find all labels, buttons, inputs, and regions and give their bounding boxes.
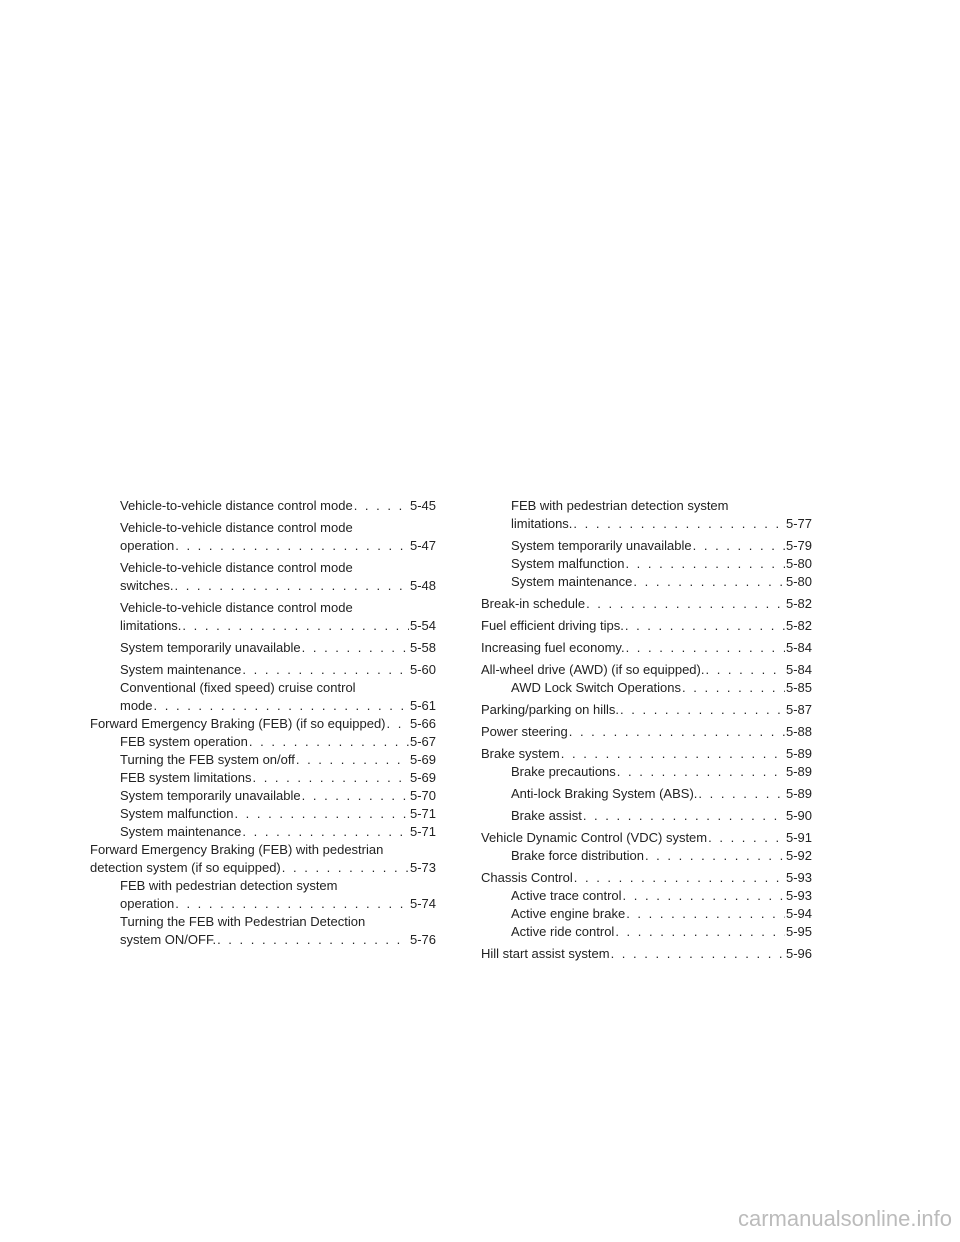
dot-leader [561,745,785,763]
dot-leader [615,923,785,941]
toc-entry[interactable] [481,887,812,905]
toc-entry-title: FEB system operation [120,734,248,749]
toc-entry-line [120,823,436,841]
toc-entry-line [511,679,812,697]
toc-entry-title: Active trace control [511,888,622,903]
toc-entry[interactable] [481,497,812,533]
toc-column-right [481,497,812,963]
toc-entry-page: 5-47 [409,538,436,553]
toc-entry-title: System temporarily unavailable [120,788,301,803]
toc-entry[interactable] [481,701,812,719]
toc-entry-title: Chassis Control [481,870,573,885]
toc-entry-line [481,869,812,887]
toc-entry-line [481,595,812,613]
toc-entry-title: operation [120,538,175,553]
toc-entry-page: 5-54 [409,618,436,633]
toc-entry-title-line: Vehicle-to-vehicle distance control mode [120,560,353,575]
dot-leader [623,887,785,905]
toc-entry-page: 5-84 [785,640,812,655]
dot-leader [698,785,785,803]
toc-entry-title: operation [120,896,175,911]
toc-entry-title-line: Vehicle-to-vehicle distance control mode [120,520,353,535]
toc-entry-line [481,945,812,963]
toc-entry-title: System maintenance [120,662,242,677]
toc-entry-line [511,785,812,803]
toc-entry-title: Brake system [481,746,560,761]
toc-entry-page: 5-95 [785,924,812,939]
toc-entry-title-line: FEB with pedestrian detection system [511,498,729,513]
dot-leader [282,859,409,877]
toc-entry[interactable] [481,679,812,697]
toc-entry-page: 5-45 [409,498,436,513]
dot-leader [217,931,409,949]
toc-entry-page: 5-89 [785,746,812,761]
toc-entry-title: Active engine brake [511,906,626,921]
toc-entry[interactable] [90,913,436,949]
toc-entry[interactable] [90,599,436,635]
toc-entry-title: Turning the FEB system on/off [120,752,295,767]
toc-entry[interactable] [481,745,812,763]
toc-entry-line [120,537,436,555]
toc-entry-title: Parking/parking on hills. [481,702,620,717]
toc-entry-title: System maintenance [120,824,242,839]
toc-entry-page: 5-73 [409,860,436,875]
toc-entry-page: 5-82 [785,618,812,633]
dot-leader [617,763,785,781]
toc-entry-line [120,697,436,715]
toc-entry[interactable] [90,497,436,515]
toc-entry[interactable] [481,923,812,941]
toc-entry-line [511,807,812,825]
toc-entry-line [120,787,436,805]
toc-entry-title: Break-in schedule [481,596,586,611]
toc-entry-title: Forward Emergency Braking (FEB) (if so equipped) [90,716,386,731]
toc-entry[interactable] [481,595,812,613]
toc-entry-page: 5-80 [785,574,812,589]
toc-entry-line [120,497,436,515]
toc-entry-page: 5-94 [785,906,812,921]
toc-entry-page: 5-90 [785,808,812,823]
toc-entry-title: FEB system limitations [120,770,252,785]
toc-entry-page: 5-85 [785,680,812,695]
toc-entry-page: 5-91 [785,830,812,845]
dot-leader [625,617,785,635]
toc-entry-line [511,887,812,905]
toc-entry[interactable] [481,723,812,741]
toc-entry-page: 5-93 [785,870,812,885]
toc-entry-line [120,751,436,769]
dot-leader [573,515,785,533]
toc-entry[interactable] [90,823,436,841]
toc-entry-line [120,733,436,751]
toc-entry-title: System malfunction [120,806,234,821]
toc-entry[interactable] [481,785,812,803]
toc-entry-title: All-wheel drive (AWD) (if so equipped). [481,662,705,677]
dot-leader [626,639,785,657]
toc-entry[interactable] [481,661,812,679]
toc-entry-page: 5-80 [785,556,812,571]
toc-column-left [90,497,436,949]
toc-entry-title: System temporarily unavailable [511,538,692,553]
dot-leader [302,639,409,657]
dot-leader [354,497,409,515]
dot-leader [252,769,408,787]
toc-entry[interactable] [90,841,436,877]
toc-entry-line [511,847,812,865]
toc-entry-page: 5-66 [409,716,436,731]
toc-entry-page: 5-70 [409,788,436,803]
toc-entry-title: Brake assist [511,808,582,823]
dot-leader [705,661,784,679]
toc-entry-line [511,537,812,555]
toc-entry-page: 5-67 [409,734,436,749]
toc-entry[interactable] [481,905,812,923]
toc-entry-page: 5-89 [785,764,812,779]
toc-entry-title: switches. [120,578,174,593]
dot-leader [574,869,785,887]
toc-entry-title: Anti-lock Braking System (ABS). [511,786,698,801]
toc-entry-line [481,829,812,847]
toc-entry-line [511,763,812,781]
toc-entry-page: 5-88 [785,724,812,739]
dot-leader [625,555,785,573]
toc-entry-line [481,661,812,679]
toc-entry-page: 5-71 [409,806,436,821]
dot-leader [682,679,785,697]
toc-entry[interactable] [90,877,436,913]
toc-entry-title: Power steering [481,724,568,739]
toc-entry-line [120,931,436,949]
watermark: carmanualsonline.info [737,1206,952,1231]
toc-entry-line [120,617,436,635]
toc-entry-title-line: FEB with pedestrian detection system [120,878,338,893]
dot-leader [693,537,785,555]
toc-entry[interactable] [90,679,436,715]
toc-entry[interactable] [481,869,812,887]
toc-entry-title: Brake force distribution [511,848,644,863]
dot-leader [175,895,409,913]
toc-entry[interactable] [90,639,436,657]
toc-entry-title: mode [120,698,153,713]
toc-entry-page: 5-74 [409,896,436,911]
toc-entry[interactable] [90,661,436,679]
toc-entry-page: 5-69 [409,752,436,767]
toc-entry-line [481,639,812,657]
dot-leader [242,823,409,841]
toc-entry-page: 5-89 [785,786,812,801]
toc-entry-page: 5-71 [409,824,436,839]
toc-entry-line [481,745,812,763]
toc-entry-title: Brake precautions [511,764,616,779]
toc-entry-line [481,617,812,635]
toc-entry-line [120,661,436,679]
toc-entry-page: 5-76 [409,932,436,947]
toc-entry-line [120,639,436,657]
dot-leader [626,905,785,923]
toc-entry[interactable] [90,805,436,823]
toc-entry-line [120,577,436,595]
toc-entry-line [90,715,436,733]
toc-entry-line [120,769,436,787]
toc-entry-title-line: Forward Emergency Braking (FEB) with pedestrian [90,842,384,857]
toc-entry-title: Hill start assist system [481,946,610,961]
dot-leader [586,595,785,613]
dot-leader [174,577,409,595]
toc-entry-title: System temporarily unavailable [120,640,301,655]
toc-entry-line [120,895,436,913]
toc-entry-page: 5-92 [785,848,812,863]
toc-entry[interactable] [90,769,436,787]
toc-entry[interactable] [481,555,812,573]
dot-leader [234,805,409,823]
toc-entry-page: 5-61 [409,698,436,713]
toc-entry-page: 5-93 [785,888,812,903]
toc-entry[interactable] [90,519,436,555]
toc-entry[interactable] [90,787,436,805]
toc-entry-title: Fuel efficient driving tips. [481,618,624,633]
toc-entry-title: limitations. [120,618,182,633]
toc-entry-title: Vehicle Dynamic Control (VDC) system [481,830,708,845]
toc-entry[interactable] [481,537,812,555]
toc-entry-line [511,573,812,591]
toc-entry-page: 5-84 [785,662,812,677]
toc-entry-page: 5-79 [785,538,812,553]
toc-entry-line [511,555,812,573]
toc-entry-page: 5-82 [785,596,812,611]
toc-entry-page: 5-69 [409,770,436,785]
toc-entry-line [511,923,812,941]
toc-entry-line [120,805,436,823]
toc-entry-line [511,515,812,533]
toc-entry[interactable] [481,763,812,781]
dot-leader [569,723,785,741]
toc-entry-page: 5-77 [785,516,812,531]
dot-leader [583,807,785,825]
toc-entry[interactable] [90,559,436,595]
toc-entry-line [511,905,812,923]
toc-entry[interactable] [481,639,812,657]
toc-entry[interactable] [90,751,436,769]
toc-entry-title: System malfunction [511,556,625,571]
dot-leader [182,617,409,635]
toc-entry-title: System maintenance [511,574,633,589]
dot-leader [633,573,785,591]
dot-leader [175,537,409,555]
dot-leader [611,945,785,963]
toc-entry-title-line: Conventional (fixed speed) cruise control [120,680,356,695]
toc-entry-page: 5-96 [785,946,812,961]
toc-entry-title-line: Turning the FEB with Pedestrian Detection [120,914,366,929]
dot-leader [708,829,785,847]
toc-entry-title: Active ride control [511,924,615,939]
toc-entry[interactable] [481,829,812,847]
toc-entry-title: Vehicle-to-vehicle distance control mode [120,498,353,513]
dot-leader [645,847,785,865]
toc-entry[interactable] [90,733,436,751]
dot-leader [620,701,785,719]
toc-entry-page: 5-60 [409,662,436,677]
toc-entry-title: Increasing fuel economy. [481,640,625,655]
dot-leader [242,661,409,679]
toc-entry[interactable] [481,617,812,635]
toc-entry[interactable] [90,715,436,733]
dot-leader [387,715,409,733]
toc-entry-title: system ON/OFF. [120,932,217,947]
toc-entry-line [481,701,812,719]
toc-entry-title: detection system (if so equipped) [90,860,281,875]
toc-entry[interactable] [481,945,812,963]
toc-entry-page: 5-87 [785,702,812,717]
toc-entry[interactable] [481,573,812,591]
toc-entry[interactable] [481,847,812,865]
toc-entry-page: 5-48 [409,578,436,593]
toc-entry-line [481,723,812,741]
toc-entry[interactable] [481,807,812,825]
toc-entry-page: 5-58 [409,640,436,655]
dot-leader [296,751,409,769]
toc-entry-title: limitations. [511,516,573,531]
dot-leader [154,697,409,715]
toc-entry-line [90,859,436,877]
toc-entry-title-line: Vehicle-to-vehicle distance control mode [120,600,353,615]
dot-leader [249,733,409,751]
toc-entry-title: AWD Lock Switch Operations [511,680,682,695]
dot-leader [302,787,409,805]
